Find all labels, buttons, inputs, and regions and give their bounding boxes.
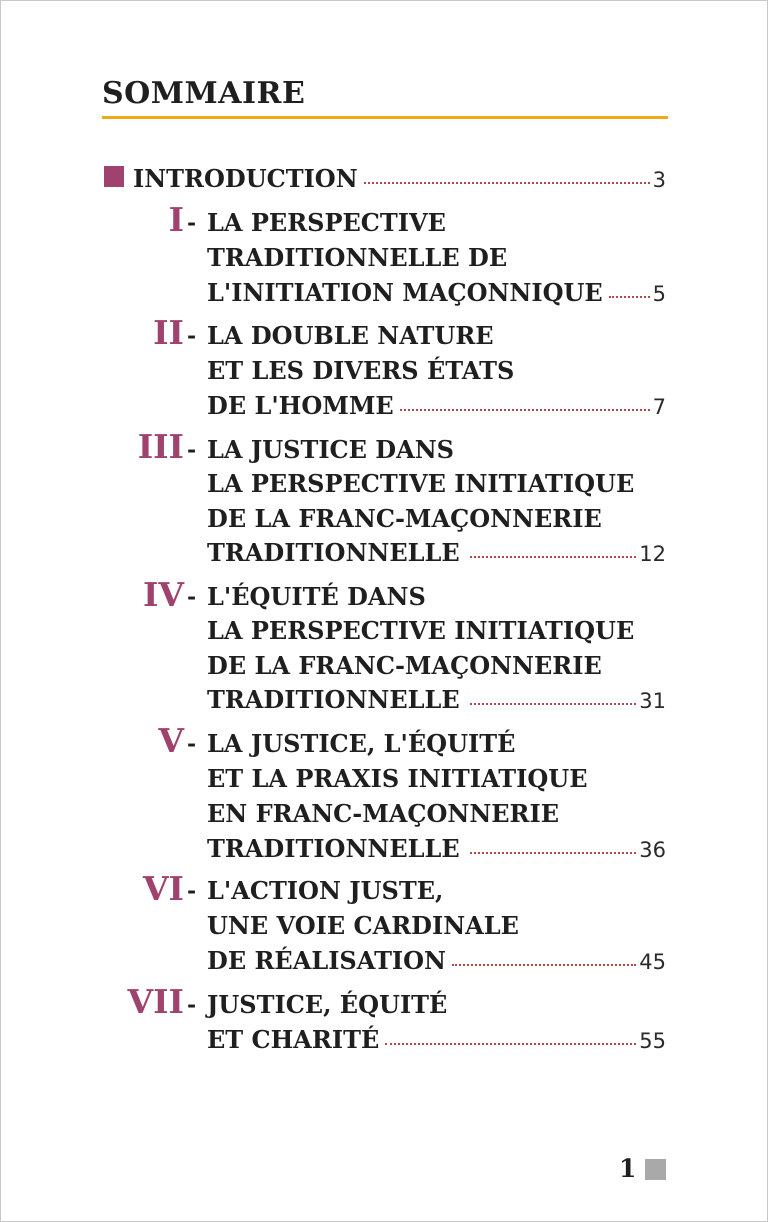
toc-entry-label: L'INITIATION MAÇONNIQUE bbox=[207, 278, 603, 307]
toc-entry-line[interactable] bbox=[207, 536, 666, 570]
dot-leader bbox=[364, 182, 650, 184]
toc-entry-line[interactable]: UNE VOIE CARDINALE bbox=[207, 911, 519, 940]
toc-entry-line[interactable]: LA JUSTICE, L'ÉQUITÉ bbox=[207, 729, 516, 758]
chapter-numeral: IV bbox=[142, 575, 184, 614]
toc-entry-label: ET CHARITÉ bbox=[207, 1025, 380, 1054]
toc-entry-line[interactable]: LA PERSPECTIVE INITIATIQUE bbox=[207, 469, 635, 498]
toc-page-number: 55 bbox=[639, 1029, 666, 1053]
page-marker-square bbox=[645, 1159, 666, 1180]
toc-entry-introduction[interactable] bbox=[133, 162, 666, 196]
toc-entry-line[interactable] bbox=[207, 389, 666, 423]
chapter-numeral: V bbox=[158, 721, 184, 760]
toc-entry-label: TRADITIONNELLE bbox=[207, 538, 460, 567]
toc-entry-line[interactable]: EN FRANC-MAÇONNERIE bbox=[207, 799, 560, 828]
toc-page-number: 12 bbox=[639, 542, 666, 566]
toc-entry-label: TRADITIONNELLE bbox=[207, 834, 460, 863]
toc-page-number: 31 bbox=[639, 689, 666, 713]
chapter-numeral: III bbox=[137, 427, 184, 466]
dot-leader bbox=[470, 703, 637, 705]
introduction-bullet-square bbox=[104, 166, 124, 187]
footer-page-number: 1 bbox=[619, 1154, 637, 1183]
dot-leader bbox=[400, 409, 650, 411]
toc-entry-line[interactable]: DE LA FRANC-MAÇONNERIE bbox=[207, 504, 602, 533]
chapter-numeral: II bbox=[153, 313, 184, 352]
toc-entry-line[interactable]: LA DOUBLE NATURE bbox=[207, 321, 494, 350]
toc-page-number: 7 bbox=[652, 395, 666, 419]
toc-entry-line[interactable] bbox=[207, 683, 666, 717]
toc-entry-label: TRADITIONNELLE bbox=[207, 685, 460, 714]
dot-leader bbox=[609, 296, 650, 298]
chapter-separator: - bbox=[187, 323, 197, 349]
toc-entry-line[interactable]: ET LA PRAXIS INITIATIQUE bbox=[207, 764, 588, 793]
dot-leader bbox=[470, 852, 637, 854]
dot-leader bbox=[452, 964, 636, 966]
toc-page-number: 36 bbox=[639, 838, 666, 862]
toc-page-number: 5 bbox=[652, 282, 666, 306]
chapter-separator: - bbox=[187, 992, 197, 1018]
toc-entry-label: DE L'HOMME bbox=[207, 391, 394, 420]
toc-page-number: 3 bbox=[652, 168, 666, 192]
toc-entry-line[interactable] bbox=[207, 276, 666, 310]
toc-entry-line[interactable]: LA JUSTICE DANS bbox=[207, 435, 455, 464]
chapter-separator: - bbox=[187, 731, 197, 757]
toc-entry-line[interactable]: DE LA FRANC-MAÇONNERIE bbox=[207, 651, 602, 680]
toc-entry-line[interactable] bbox=[207, 832, 666, 866]
toc-entry-line[interactable] bbox=[207, 944, 666, 978]
chapter-numeral: I bbox=[168, 200, 184, 239]
chapter-separator: - bbox=[187, 210, 197, 236]
toc-entry-line[interactable]: ET LES DIVERS ÉTATS bbox=[207, 356, 515, 385]
title-underline bbox=[102, 116, 668, 119]
toc-entry-line[interactable]: L'ACTION JUSTE, bbox=[207, 876, 444, 905]
chapter-separator: - bbox=[187, 437, 197, 463]
toc-entry-line[interactable]: LA PERSPECTIVE INITIATIQUE bbox=[207, 616, 635, 645]
toc-entry-line[interactable]: JUSTICE, ÉQUITÉ bbox=[207, 990, 448, 1019]
toc-entry-label: DE RÉALISATION bbox=[207, 946, 446, 975]
dot-leader bbox=[385, 1043, 636, 1045]
toc-entry-line[interactable]: TRADITIONNELLE DE bbox=[207, 243, 508, 272]
page-title: SOMMAIRE bbox=[102, 76, 306, 111]
toc-entry-line[interactable]: L'ÉQUITÉ DANS bbox=[207, 582, 426, 611]
toc-entry-label: INTRODUCTION bbox=[133, 164, 358, 193]
toc-entry-line[interactable]: LA PERSPECTIVE bbox=[207, 208, 446, 237]
chapter-numeral: VII bbox=[127, 982, 184, 1021]
chapter-separator: - bbox=[187, 584, 197, 610]
toc-entry-line[interactable] bbox=[207, 1023, 666, 1057]
chapter-numeral: VI bbox=[142, 869, 184, 908]
chapter-separator: - bbox=[187, 878, 197, 904]
toc-page-number: 45 bbox=[639, 950, 666, 974]
dot-leader bbox=[470, 556, 637, 558]
